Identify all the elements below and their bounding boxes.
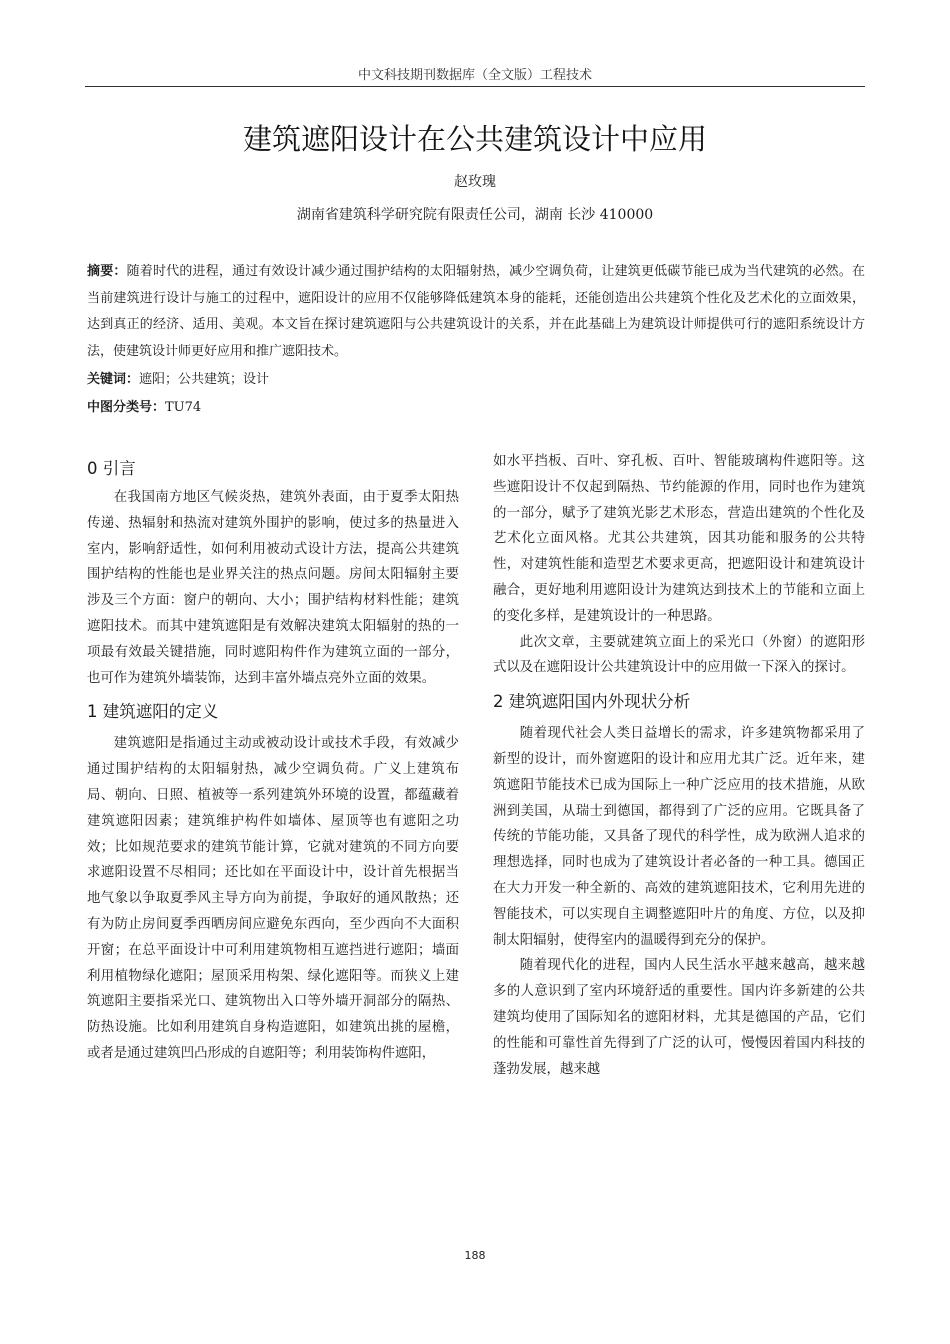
running-head: 中文科技期刊数据库（全文版）工程技术 <box>357 68 592 83</box>
section-heading-0: 0 引言 <box>87 459 136 478</box>
paragraph-intro: 在我国南方地区气候炎热，建筑外表面，由于夏季太阳热传递、热辐射和热流对建筑外围护的影响，使过多的热量进入室内，影响舒适性，如何利用被动式设计方法，提高公共建筑围护结构的性能也是业界关注的热点问题。房间太阳辐射主要涉及三个方面：窗户的朝向、大小；围护结构材料性能；建筑遮阳技术。而其中建筑遮阳是有效解决建筑太阳辐射的热的一项最有效最关键措施，同时遮阳构件作为建筑立面的一部分，也可作为建筑外墙装饰，达到丰富外墙点亮外立面的效果。 <box>87 490 459 686</box>
header-rule <box>85 86 865 87</box>
keywords-label: 关键词： <box>87 372 140 387</box>
abstract <box>87 259 865 365</box>
paragraph-definition-continued: 如水平挡板、百叶、穿孔板、百叶、智能玻璃构件遮阳等。这些遮阳设计不仅起到隔热、节约能源的作用，同时也作为建筑的一部分，赋予了建筑光影艺术形态，营造出建筑的个性化及艺术化立面风格。尤其公共建筑，因其功能和服务的公共特性，对建筑性能和造型艺术要求更高，把遮阳设计和建筑设计融合，更好地利用遮阳设计为建筑达到技术上的节能和立面上的变化多样，是建筑设计的一种思路。 <box>493 454 865 624</box>
paragraph-status-abroad: 随着现代社会人类日益增长的需求，许多建筑物都采用了新型的设计，而外窗遮阳的设计和应用尤其广泛。近年来，建筑遮阳节能技术已成为国际上一种广泛应用的技术措施，从欧洲到美国，从瑞士到德国，都得到了广泛的应用。它既具备了传统的节能功能，又具备了现代的科学性，成为欧洲人追求的理想选择，同时也成为了建筑设计者必备的一种工具。德国正在大力开发一种全新的、高效的建筑遮阳技术，它利用先进的智能技术，可以实现自主调整遮阳叶片的角度、方位，以及抑制太阳辐射，使得室内的温暖得到充分的保护。 <box>493 726 865 948</box>
page-number: 188 <box>464 1249 486 1262</box>
classification-text: TU74 <box>165 400 202 415</box>
keywords-text: 遮阳；公共建筑；设计 <box>139 372 270 387</box>
classification <box>87 396 201 415</box>
paragraph-scope: 此次文章，主要就建筑立面上的采光口（外窗）的遮阳形式以及在遮阳设计公共建筑设计中的应用做一下深入的探讨。 <box>493 634 865 676</box>
abstract-label: 摘要： <box>87 264 127 279</box>
article-author: 赵玫瑰 <box>454 174 496 190</box>
paragraph-status-domestic: 随着现代化的进程，国内人民生活水平越来越高，越来越多的人意识到了室内环境舒适的重要性。国内许多新建的公共建筑均使用了国际知名的遮阳材料，尤其是德国的产品，它们的性能和可靠性首先得到了广泛的认可，慢慢因着国内科技的蓬勃发展，越来越 <box>493 958 865 1077</box>
article-title: 建筑遮阳设计在公共建筑设计中应用 <box>242 122 707 156</box>
article-affiliation: 湖南省建筑科学研究院有限责任公司，湖南 长沙 410000 <box>296 207 654 223</box>
section-heading-1: 1 建筑遮阳的定义 <box>87 702 219 722</box>
keywords <box>87 368 269 387</box>
paragraph-definition: 建筑遮阳是指通过主动或被动设计或技术手段，有效减少通过围护结构的太阳辐射热，减少空调负荷。广义上建筑布局、朝向、日照、植被等一系列建筑外环境的设置，都蕴藏着建筑遮阳因素；建筑维护构件如墙体、屋顶等也有遮阳之功效；比如规范要求的建筑节能计算，它就对建筑的不同方向要求遮阳设置不尽相同；还比如在平面设计中，设计首先根据当地气象以争取夏季风主导方向为前提，争取好的通风散热；还有为防止房间夏季西晒房间应避免东西向，至少西向不大面积开窗；在总平面设计中可利用建筑物相互遮挡进行遮阳；墙面利用植物绿化遮阳；屋顶采用构架、绿化遮阳等。而狭义上建筑遮阳主要指采光口、建筑物出入口等外墙开洞部分的隔热、防热设施。比如利用建筑自身构造遮阳，如建筑出挑的屋檐，或者是通过建筑凹凸形成的自遮阳等；利用装饰构件遮阳， <box>87 736 459 1061</box>
right-column <box>493 449 865 1082</box>
classification-label: 中图分类号： <box>87 400 166 415</box>
left-column <box>87 456 459 1067</box>
section-heading-2: 2 建筑遮阳国内外现状分析 <box>493 692 691 712</box>
abstract-text: 随着时代的进程，通过有效设计减少通过围护结构的太阳辐射热，减少空调负荷，让建筑更低碳节能已成为当代建筑的必然。在当前建筑进行设计与施工的过程中，遮阳设计的应用不仅能够降低建筑本身的能耗，还能创造出公共建筑个性化及艺术化的立面效果，达到真正的经济、适用、美观。本文旨在探讨建筑遮阳与公共建筑设计的关系，并在此基础上为建筑设计师提供可行的遮阳系统设计方法，使建筑设计师更好应用和推广遮阳技术。 <box>87 264 865 359</box>
